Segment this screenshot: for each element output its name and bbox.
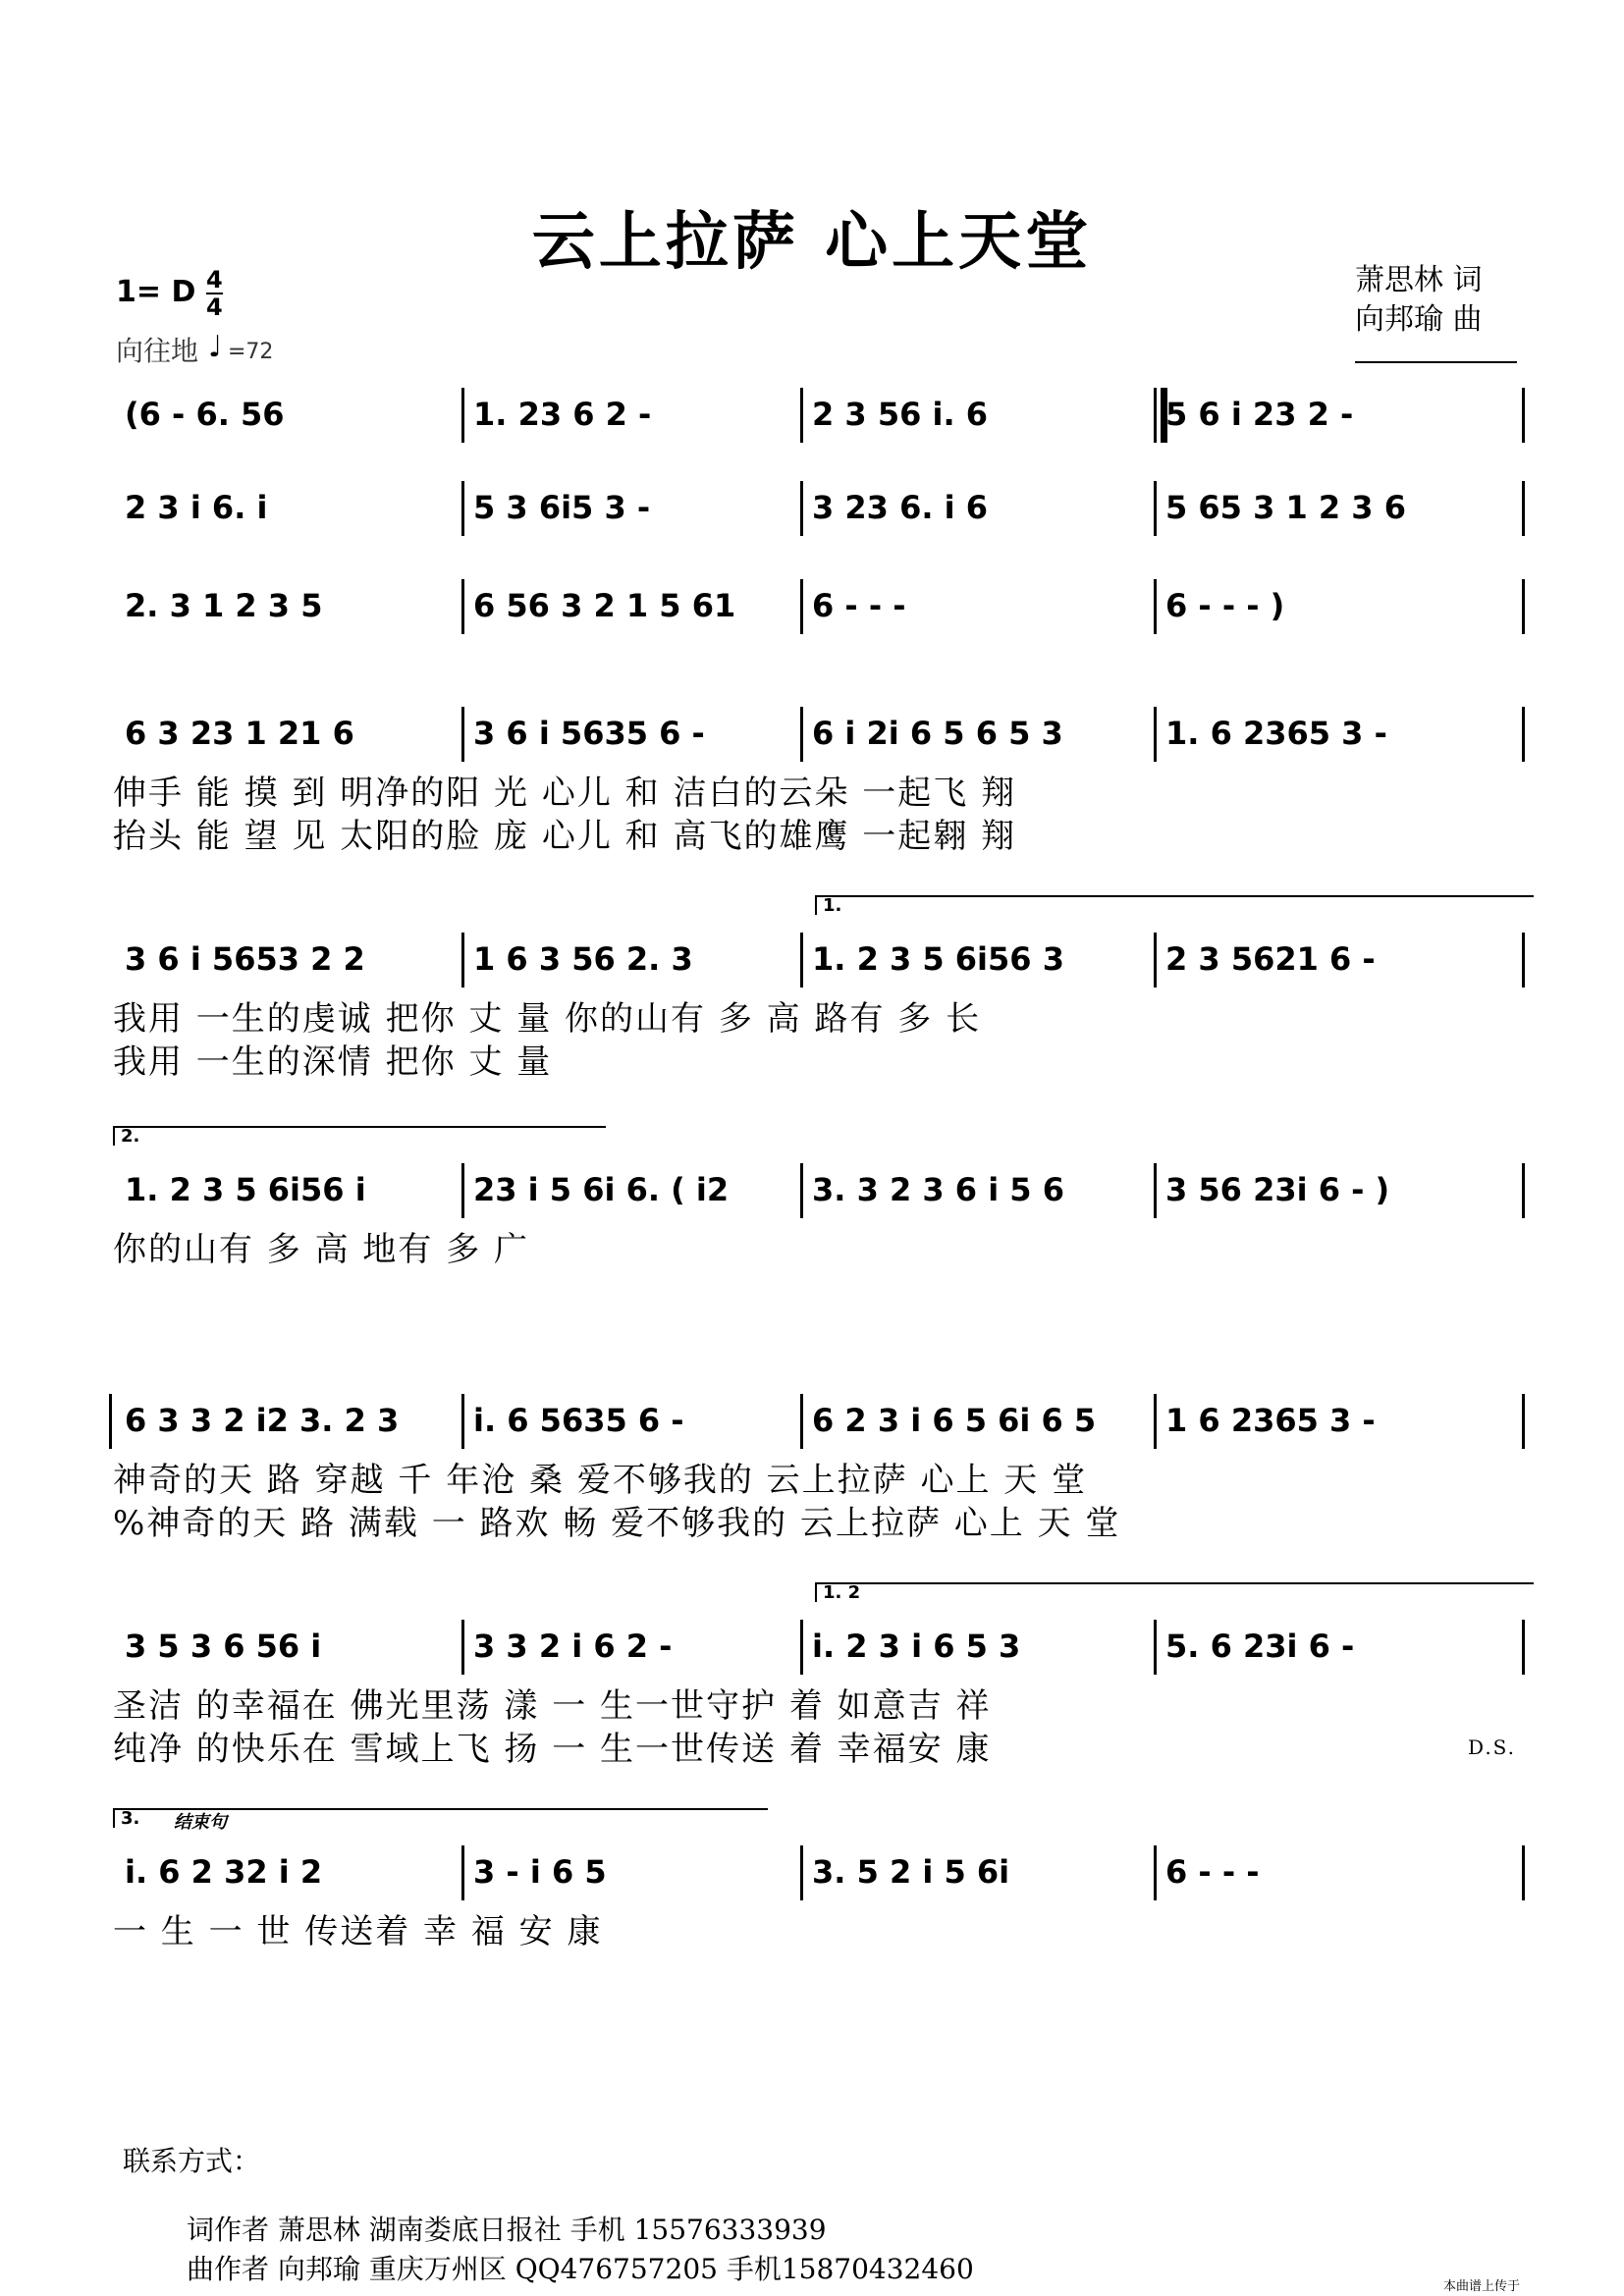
- bar-line: [800, 1394, 803, 1449]
- measure-notes: 6 - - -: [1165, 1853, 1260, 1891]
- bar-line: [800, 1845, 803, 1900]
- measure-notes: 3 3 2 i 6 2 -: [473, 1628, 673, 1665]
- contact-label: 联系方式：: [123, 2145, 261, 2177]
- lyric-line: 你的山有 多 高 地有 多 广: [113, 1230, 530, 1269]
- composer-credit: 向邦瑜 曲: [1355, 302, 1483, 337]
- bar-line: [461, 1163, 464, 1218]
- measure-notes: 6 2 3 i 6 5 6i 6 5: [812, 1402, 1097, 1439]
- bar-line: [1522, 707, 1525, 762]
- bar-line: [1522, 1394, 1525, 1449]
- measure-notes: 5 3 6i5 3 -: [473, 489, 651, 526]
- footer-note: 本曲谱上传于: [1443, 2279, 1521, 2294]
- bar-line: [800, 388, 803, 443]
- measure-notes: 3 5 3 6 56 i: [125, 1628, 322, 1665]
- bar-line: [1522, 933, 1525, 988]
- measure-notes: 3 6 i 5653 2 2: [125, 940, 365, 978]
- measure-notes: 2 3 i 6. i: [125, 489, 268, 526]
- bar-line: [461, 481, 464, 536]
- bar-line: [1154, 481, 1157, 536]
- volta-number: 1. 2: [823, 1582, 861, 1603]
- measure-notes: 3. 3 2 3 6 i 5 6: [812, 1171, 1064, 1208]
- volta-text: 结束句: [174, 1812, 227, 1833]
- bar-line: [800, 933, 803, 988]
- measure-notes: 5. 6 23i 6 -: [1165, 1628, 1355, 1665]
- notation-row: [113, 481, 1527, 536]
- bar-line: [461, 707, 464, 762]
- bar-line: [1522, 1845, 1525, 1900]
- measure-notes: 6 3 23 1 21 6: [125, 715, 354, 752]
- measure-notes: 1. 2 3 5 6i56 i: [125, 1171, 366, 1208]
- bar-line: [800, 481, 803, 536]
- contact-line-1: 词作者 萧思林 湖南娄底日报社 手机 15576333939: [187, 2214, 827, 2246]
- volta-bracket: [113, 1808, 768, 1833]
- volta-bracket: [113, 1126, 606, 1146]
- quarter-note-icon: ♩: [208, 330, 223, 364]
- volta-number: 3.: [121, 1808, 140, 1829]
- bar-line: [1522, 579, 1525, 634]
- tempo-text: 向往地: [116, 335, 199, 367]
- lyric-line: 我用 一生的虔诚 把你 丈 量 你的山有 多 高 路有 多 长: [113, 999, 982, 1039]
- measure-notes: 1. 6 2365 3 -: [1165, 715, 1387, 752]
- lyric-line: 抬头 能 望 见 太阳的脸 庞 心儿 和 高飞的雄鹰 一起翱 翔: [113, 817, 1017, 856]
- lyric-line: 圣洁 的幸福在 佛光里荡 漾 一 生一世守护 着 如意吉 祥: [113, 1686, 992, 1726]
- bar-line: [1522, 1163, 1525, 1218]
- bar-line: [1154, 933, 1157, 988]
- bar-line: [1154, 579, 1157, 634]
- bar-line: [461, 1845, 464, 1900]
- bar-line: [800, 1163, 803, 1218]
- measure-notes: 3. 5 2 i 5 6i: [812, 1853, 1010, 1891]
- measure-notes: 23 i 5 6i 6. ( i2: [473, 1171, 730, 1208]
- volta-bracket: [815, 895, 1534, 915]
- bar-line: [1154, 707, 1157, 762]
- bar-line: [461, 933, 464, 988]
- measure-notes: 2 3 56 i. 6: [812, 396, 989, 433]
- measure-notes: 1. 2 3 5 6i56 3: [812, 940, 1064, 978]
- bar-line: [1154, 1163, 1157, 1218]
- volta-number: 2.: [121, 1126, 140, 1147]
- measure-notes: 6 - - -: [812, 587, 906, 624]
- measure-notes: i. 6 2 32 i 2: [125, 1853, 323, 1891]
- lyric-line: 一 生 一 世 传送着 幸 福 安 康: [113, 1912, 603, 1951]
- lyric-line: 神奇的天 路 穿越 千 年沧 桑 爱不够我的 云上拉萨 心上 天 堂: [113, 1461, 1088, 1500]
- measure-notes: 6 i 2i 6 5 6 5 3: [812, 715, 1063, 752]
- lyricist-credit: 萧思林 词: [1355, 263, 1483, 297]
- measure-notes: 5 65 3 1 2 3 6: [1165, 489, 1406, 526]
- key-signature: 1= D: [116, 275, 196, 309]
- bar-line: [1154, 1620, 1157, 1675]
- bar-line: [461, 579, 464, 634]
- time-top: 4: [206, 266, 223, 294]
- header-rule: [1355, 361, 1517, 363]
- measure-notes: 1 6 3 56 2. 3: [473, 940, 693, 978]
- measure-notes: 6 56 3 2 1 5 61: [473, 587, 736, 624]
- lyric-line: %神奇的天 路 满载 一 路欢 畅 爱不够我的 云上拉萨 心上 天 堂: [113, 1504, 1121, 1543]
- bar-line: [800, 579, 803, 634]
- notation-row: [113, 388, 1527, 443]
- notation-row: [113, 1845, 1527, 1900]
- bar-line: [800, 707, 803, 762]
- measure-notes: 3 23 6. i 6: [812, 489, 989, 526]
- notation-row: [113, 1620, 1527, 1675]
- measure-notes: 2. 3 1 2 3 5: [125, 587, 323, 624]
- notation-row: [113, 707, 1527, 762]
- measure-notes: 1. 23 6 2 -: [473, 396, 652, 433]
- notation-row: [113, 1163, 1527, 1218]
- bar-line: [1522, 481, 1525, 536]
- measure-notes: i. 2 3 i 6 5 3: [812, 1628, 1021, 1665]
- notation-row: [113, 1394, 1527, 1449]
- ds-marking: D.S.: [1468, 1735, 1517, 1759]
- measure-notes: 1 6 2365 3 -: [1165, 1402, 1376, 1439]
- notation-row: [113, 579, 1527, 634]
- volta-number: 1.: [823, 895, 842, 916]
- bar-line: [461, 388, 464, 443]
- measure-notes: (6 - 6. 56: [125, 396, 285, 433]
- notation-row: [113, 933, 1527, 988]
- measure-notes: 5 6 i 23 2 -: [1165, 396, 1354, 433]
- measure-notes: i. 6 5635 6 -: [473, 1402, 684, 1439]
- bar-line: [1154, 1394, 1157, 1449]
- measure-notes: 6 3 3 2 i2 3. 2 3: [125, 1402, 400, 1439]
- measure-notes: 3 - i 6 5: [473, 1853, 607, 1891]
- time-bottom: 4: [206, 294, 223, 321]
- measure-notes: 2 3 5621 6 -: [1165, 940, 1376, 978]
- bar-line: [1522, 388, 1525, 443]
- bar-line: [1154, 1845, 1157, 1900]
- bar-line: [461, 1394, 464, 1449]
- volta-bracket: [815, 1582, 1534, 1602]
- bar-line: [109, 1394, 112, 1449]
- measure-notes: 6 - - - ): [1165, 587, 1285, 624]
- bar-line: [461, 1620, 464, 1675]
- lyric-line: 我用 一生的深情 把你 丈 量: [113, 1042, 553, 1082]
- lyric-line: 纯净 的快乐在 雪域上飞 扬 一 生一世传送 着 幸福安 康: [113, 1730, 992, 1769]
- measure-notes: 3 56 23i 6 - ): [1165, 1171, 1390, 1208]
- time-signature: [206, 267, 223, 320]
- contact-line-2: 曲作者 向邦瑜 重庆万州区 QQ476757205 手机15870432460: [187, 2253, 974, 2285]
- measure-notes: 3 6 i 5635 6 -: [473, 715, 705, 752]
- lyric-line: 伸手 能 摸 到 明净的阳 光 心儿 和 洁白的云朵 一起飞 翔: [113, 774, 1017, 813]
- bar-line: [800, 1620, 803, 1675]
- bar-line: [1522, 1620, 1525, 1675]
- page-title: 云上拉萨 心上天堂: [531, 205, 1093, 279]
- tempo-mark: =72: [228, 340, 274, 364]
